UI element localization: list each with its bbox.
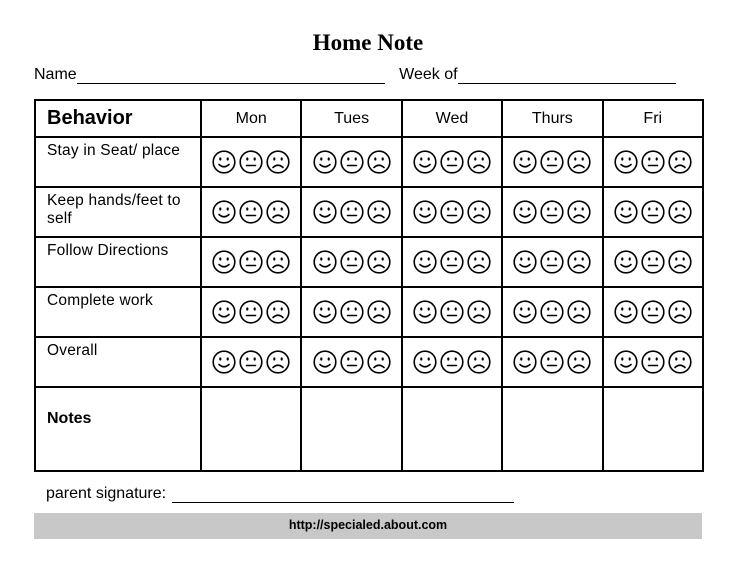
notes-cell[interactable] [301, 387, 401, 471]
face-rating-group [302, 138, 400, 186]
sad-face-icon[interactable] [467, 300, 491, 324]
rating-cell [301, 187, 401, 237]
rating-cell [301, 337, 401, 387]
rating-cell [201, 137, 301, 187]
rating-cell [603, 187, 703, 237]
neutral-face-icon[interactable] [340, 300, 364, 324]
table-row [35, 187, 703, 237]
face-rating-group [403, 188, 501, 236]
happy-face-icon[interactable] [513, 200, 537, 224]
happy-face-icon[interactable] [212, 200, 236, 224]
table-header-row [35, 100, 703, 137]
footer-bar [34, 513, 702, 539]
neutral-face-icon[interactable] [641, 350, 665, 374]
face-rating-group [302, 288, 400, 336]
neutral-face-icon[interactable] [340, 200, 364, 224]
sad-face-icon[interactable] [266, 300, 290, 324]
sad-face-icon[interactable] [367, 350, 391, 374]
neutral-face-icon[interactable] [239, 150, 263, 174]
behavior-cell [35, 187, 201, 237]
face-rating-group [403, 238, 501, 286]
sad-face-icon[interactable] [266, 200, 290, 224]
sad-face-icon[interactable] [567, 300, 591, 324]
neutral-face-icon[interactable] [641, 200, 665, 224]
week-label: Week of [399, 66, 458, 83]
page-title: Home Note [312, 30, 424, 55]
happy-face-icon[interactable] [413, 350, 437, 374]
rating-cell [201, 287, 301, 337]
face-rating-group [403, 138, 501, 186]
behavior-cell [35, 337, 201, 387]
neutral-face-icon[interactable] [540, 200, 564, 224]
notes-label-cell [35, 387, 201, 471]
notes-row [35, 387, 703, 471]
neutral-face-icon[interactable] [239, 300, 263, 324]
behavior-cell [35, 137, 201, 187]
neutral-face-icon[interactable] [239, 350, 263, 374]
rating-cell [301, 137, 401, 187]
rating-cell [502, 137, 602, 187]
sad-face-icon[interactable] [266, 250, 290, 274]
neutral-face-icon[interactable] [540, 350, 564, 374]
behavior-cell [35, 237, 201, 287]
happy-face-icon[interactable] [614, 150, 638, 174]
behavior-cell [35, 287, 201, 337]
happy-face-icon[interactable] [313, 150, 337, 174]
name-label: Name [34, 66, 77, 83]
face-rating-group [302, 338, 400, 386]
behavior-label: Stay in Seat/ place [47, 142, 181, 159]
table-row [35, 287, 703, 337]
notes-cell[interactable] [402, 387, 502, 471]
rating-cell [402, 187, 502, 237]
happy-face-icon[interactable] [614, 200, 638, 224]
sad-face-icon[interactable] [668, 350, 692, 374]
rating-cell [402, 137, 502, 187]
rating-cell [603, 237, 703, 287]
day-header-thurs: Thurs [502, 100, 602, 137]
behavior-table [34, 99, 704, 472]
face-rating-group [503, 288, 601, 336]
happy-face-icon[interactable] [614, 350, 638, 374]
rating-cell [603, 137, 703, 187]
behavior-label: Overall [47, 342, 98, 359]
rating-cell [301, 237, 401, 287]
sad-face-icon[interactable] [668, 150, 692, 174]
face-rating-group [604, 288, 702, 336]
neutral-face-icon[interactable] [440, 150, 464, 174]
rating-cell [201, 237, 301, 287]
behavior-label: Complete work [47, 292, 153, 309]
happy-face-icon[interactable] [513, 250, 537, 274]
sad-face-icon[interactable] [367, 150, 391, 174]
rating-cell [603, 287, 703, 337]
rating-cell [603, 337, 703, 387]
notes-cell[interactable] [201, 387, 301, 471]
sad-face-icon[interactable] [668, 200, 692, 224]
face-rating-group [403, 338, 501, 386]
happy-face-icon[interactable] [313, 200, 337, 224]
neutral-face-icon[interactable] [239, 250, 263, 274]
sad-face-icon[interactable] [367, 300, 391, 324]
neutral-face-icon[interactable] [440, 300, 464, 324]
neutral-face-icon[interactable] [340, 350, 364, 374]
happy-face-icon[interactable] [313, 250, 337, 274]
happy-face-icon[interactable] [212, 300, 236, 324]
face-rating-group [503, 338, 601, 386]
happy-face-icon[interactable] [513, 350, 537, 374]
neutral-face-icon[interactable] [440, 200, 464, 224]
face-rating-group [202, 138, 300, 186]
sad-face-icon[interactable] [467, 350, 491, 374]
happy-face-icon[interactable] [212, 250, 236, 274]
face-rating-group [503, 188, 601, 236]
sad-face-icon[interactable] [467, 250, 491, 274]
neutral-face-icon[interactable] [540, 250, 564, 274]
notes-cell[interactable] [502, 387, 602, 471]
day-header-fri: Fri [603, 100, 703, 137]
sad-face-icon[interactable] [367, 200, 391, 224]
face-rating-group [604, 188, 702, 236]
signature-row [46, 485, 646, 503]
happy-face-icon[interactable] [212, 350, 236, 374]
happy-face-icon[interactable] [614, 300, 638, 324]
face-rating-group [302, 238, 400, 286]
behavior-label: Follow Directions [47, 242, 169, 259]
signature-field-line[interactable] [172, 486, 514, 503]
rating-cell [502, 187, 602, 237]
name-field-line[interactable] [77, 67, 385, 84]
rating-cell [402, 337, 502, 387]
happy-face-icon[interactable] [513, 150, 537, 174]
rating-cell [502, 237, 602, 287]
neutral-face-icon[interactable] [239, 200, 263, 224]
face-rating-group [604, 138, 702, 186]
neutral-face-icon[interactable] [340, 250, 364, 274]
sad-face-icon[interactable] [567, 200, 591, 224]
rating-cell [201, 187, 301, 237]
rating-cell [201, 337, 301, 387]
happy-face-icon[interactable] [614, 250, 638, 274]
happy-face-icon[interactable] [313, 300, 337, 324]
table-row [35, 237, 703, 287]
neutral-face-icon[interactable] [440, 250, 464, 274]
face-rating-group [202, 188, 300, 236]
notes-cell[interactable] [603, 387, 703, 471]
face-rating-group [202, 238, 300, 286]
happy-face-icon[interactable] [313, 350, 337, 374]
day-header-tues: Tues [301, 100, 401, 137]
day-header-mon: Mon [201, 100, 301, 137]
behavior-label: Keep hands/feet to self [47, 192, 181, 227]
notes-label: Notes [47, 410, 92, 427]
table-row [35, 137, 703, 187]
sad-face-icon[interactable] [567, 150, 591, 174]
happy-face-icon[interactable] [413, 300, 437, 324]
day-header-wed: Wed [402, 100, 502, 137]
week-field-line[interactable] [458, 67, 676, 84]
happy-face-icon[interactable] [513, 300, 537, 324]
sad-face-icon[interactable] [266, 150, 290, 174]
sad-face-icon[interactable] [567, 250, 591, 274]
sad-face-icon[interactable] [367, 250, 391, 274]
neutral-face-icon[interactable] [540, 300, 564, 324]
behavior-header: Behavior [35, 100, 201, 137]
face-rating-group [202, 288, 300, 336]
neutral-face-icon[interactable] [641, 150, 665, 174]
rating-cell [301, 287, 401, 337]
table-row [35, 337, 703, 387]
happy-face-icon[interactable] [413, 150, 437, 174]
neutral-face-icon[interactable] [641, 250, 665, 274]
neutral-face-icon[interactable] [641, 300, 665, 324]
rating-cell [402, 237, 502, 287]
happy-face-icon[interactable] [413, 250, 437, 274]
rating-cell [502, 287, 602, 337]
sad-face-icon[interactable] [467, 150, 491, 174]
neutral-face-icon[interactable] [440, 350, 464, 374]
face-rating-group [604, 238, 702, 286]
sad-face-icon[interactable] [567, 350, 591, 374]
sad-face-icon[interactable] [266, 350, 290, 374]
signature-label: parent signature: [46, 485, 167, 502]
rating-cell [402, 287, 502, 337]
sad-face-icon[interactable] [467, 200, 491, 224]
happy-face-icon[interactable] [212, 150, 236, 174]
name-week-row [34, 66, 704, 84]
face-rating-group [403, 288, 501, 336]
face-rating-group [503, 238, 601, 286]
neutral-face-icon[interactable] [340, 150, 364, 174]
sad-face-icon[interactable] [668, 250, 692, 274]
happy-face-icon[interactable] [413, 200, 437, 224]
sad-face-icon[interactable] [668, 300, 692, 324]
rating-cell [502, 337, 602, 387]
face-rating-group [503, 138, 601, 186]
neutral-face-icon[interactable] [540, 150, 564, 174]
face-rating-group [604, 338, 702, 386]
face-rating-group [202, 338, 300, 386]
footer-url[interactable]: http://specialed.about.com [288, 518, 448, 532]
face-rating-group [302, 188, 400, 236]
